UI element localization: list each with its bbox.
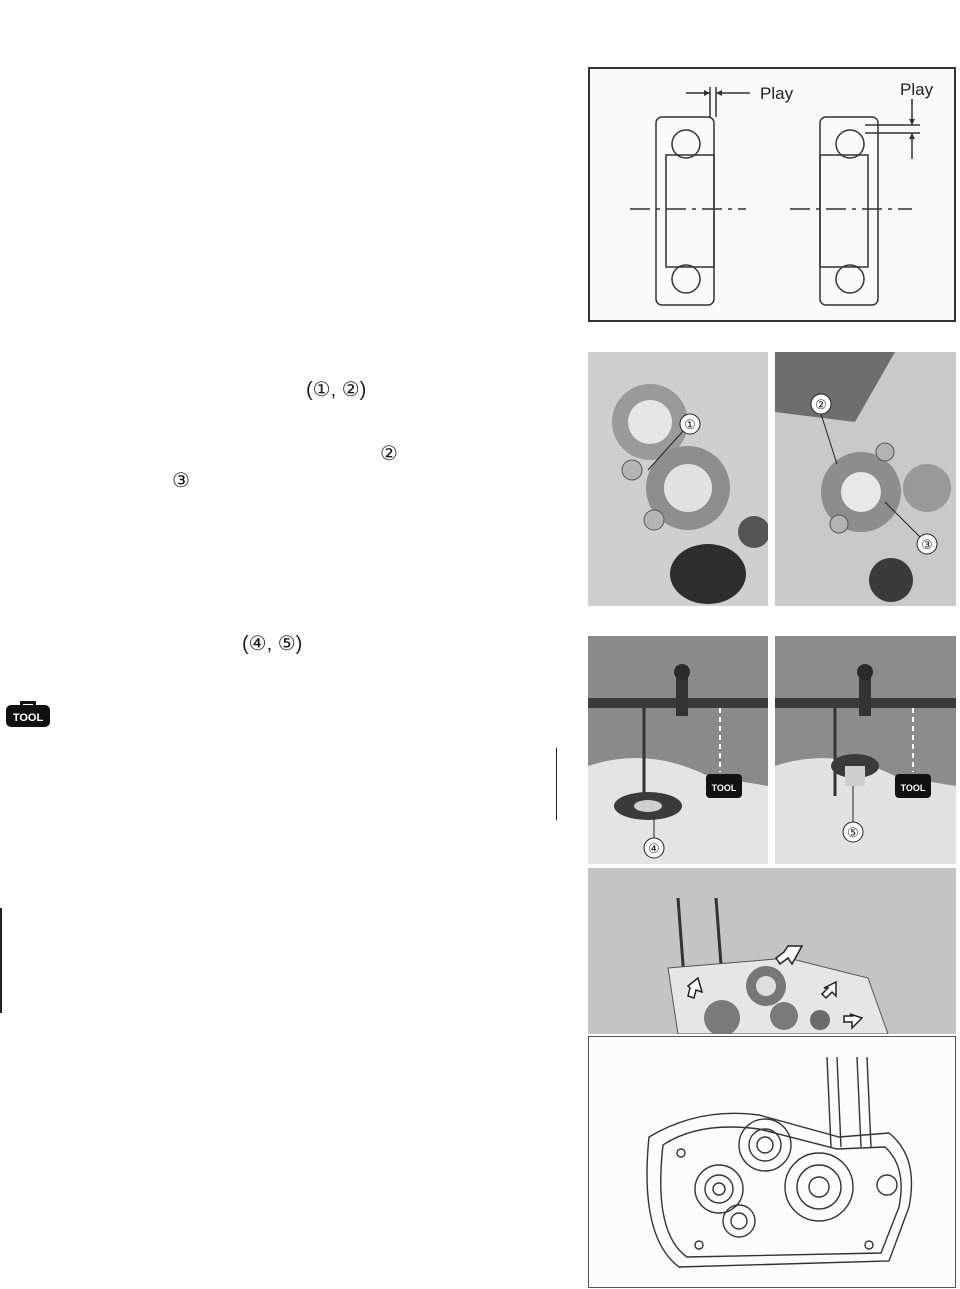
bearing-installer-photo-1: [588, 636, 768, 864]
photo-1-callout: ①: [684, 417, 696, 432]
bearing-reference-1-2: (①, ②): [306, 379, 367, 401]
bearing-reference-2: ②: [380, 443, 398, 465]
photo-3-tool-label: TOOL: [711, 783, 737, 793]
crankcase-line-drawing: [588, 1036, 956, 1288]
bearing-reference-3: ③: [172, 470, 190, 492]
crankcase-bearing-photo-1: [588, 352, 768, 606]
toolbox-icon: [4, 695, 52, 729]
bearing-play-diagram: [588, 67, 956, 322]
crankcase-overview-photo: [588, 868, 956, 1034]
margin-rule-left: [0, 908, 2, 1013]
photo-4-callout: ⑤: [847, 825, 859, 840]
photo-2-callout-a: ②: [815, 397, 827, 412]
photo-2-callout-b: ③: [921, 537, 933, 552]
bearing-reference-4-5: (④, ⑤): [242, 633, 303, 655]
bearing-installer-photo-2: [775, 636, 956, 864]
tool-icon-label: TOOL: [12, 712, 44, 724]
photo-3-callout: ④: [648, 841, 660, 856]
photo-4-tool-label: TOOL: [900, 783, 926, 793]
margin-rule-right: [556, 748, 557, 820]
crankcase-bearing-photo-2: [775, 352, 956, 606]
play-label-right: Play: [900, 80, 934, 99]
play-label-left: Play: [760, 84, 794, 103]
